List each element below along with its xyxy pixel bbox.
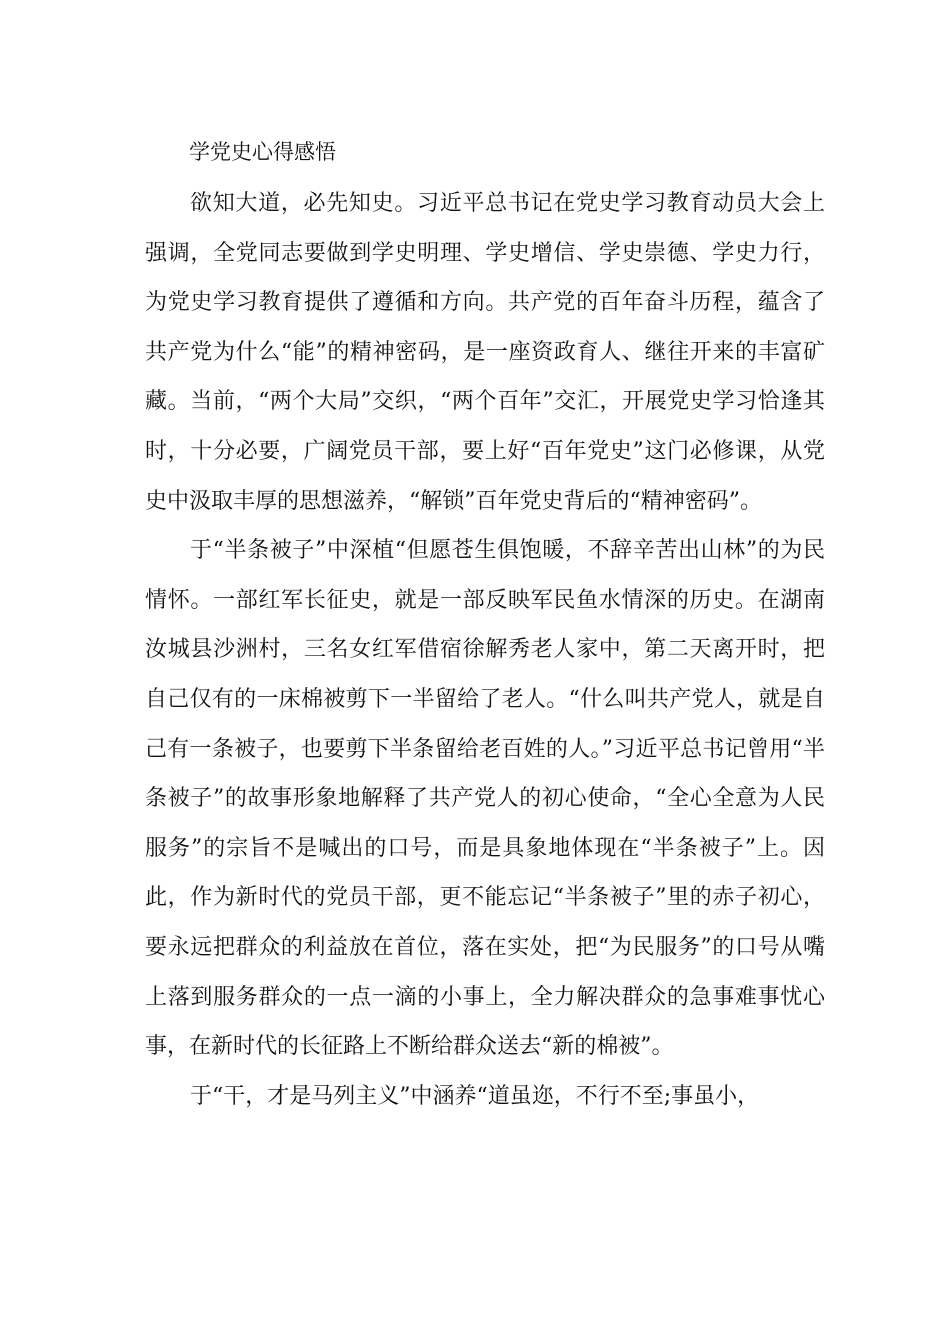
paragraph-2: 于“半条被子”中深植“但愿苍生俱饱暖，不辞辛苦出山林”的为民情怀。一部红军长征史，就是一部反映军民鱼水情深的历史。在湖南汝城县沙洲村，三名女红军借宿徐解秀老人家中，第二天离开时，把自己仅有的一床棉被剪下一半留给了老人。“什么叫共产党人，就是自己有一条被子，也要剪下半条留给老百姓的人。”习近平总书记曾用“半条被子”的故事形象地解释了共产党人的初心使命，“全心全意为人民服务”的宗旨不是喊出的口号，而是具象地体现在“半条被子”上。因此，作为新时代的党员干部，更不能忘记“半条被子”里的赤子初心，要永远把群众的利益放在首位，落在实处，把“为民服务”的口号从嘴上落到服务群众的一点一滴的小事上，全力解决群众的急事难事忧心事，在新时代的长征路上不断给群众送去“新的棉被”。 <box>145 538 825 1060</box>
document-title: 学党史心得感悟 <box>189 140 336 164</box>
document-body <box>145 179 825 1121</box>
paragraph-3: 于“干，才是马列主义”中涵养“道虽迩，不行不至;事虽小， <box>190 1083 760 1109</box>
paragraph-1: 欲知大道，必先知史。习近平总书记在党史学习教育动员大会上强调，全党同志要做到学史明理、学史增信、学史崇德、学史力行，为党史学习教育提供了遵循和方向。共产党的百年奋斗历程，蕴含了共产党为什么“能”的精神密码，是一座资政育人、继往开来的丰富矿藏。当前，“两个大局”交织，“两个百年”交汇，开展党史学习恰逢其时，十分必要，广阔党员干部，要上好“百年党史”这门必修课，从党史中汲取丰厚的思想滋养，“解锁”百年党史背后的“精神密码”。 <box>145 191 825 514</box>
